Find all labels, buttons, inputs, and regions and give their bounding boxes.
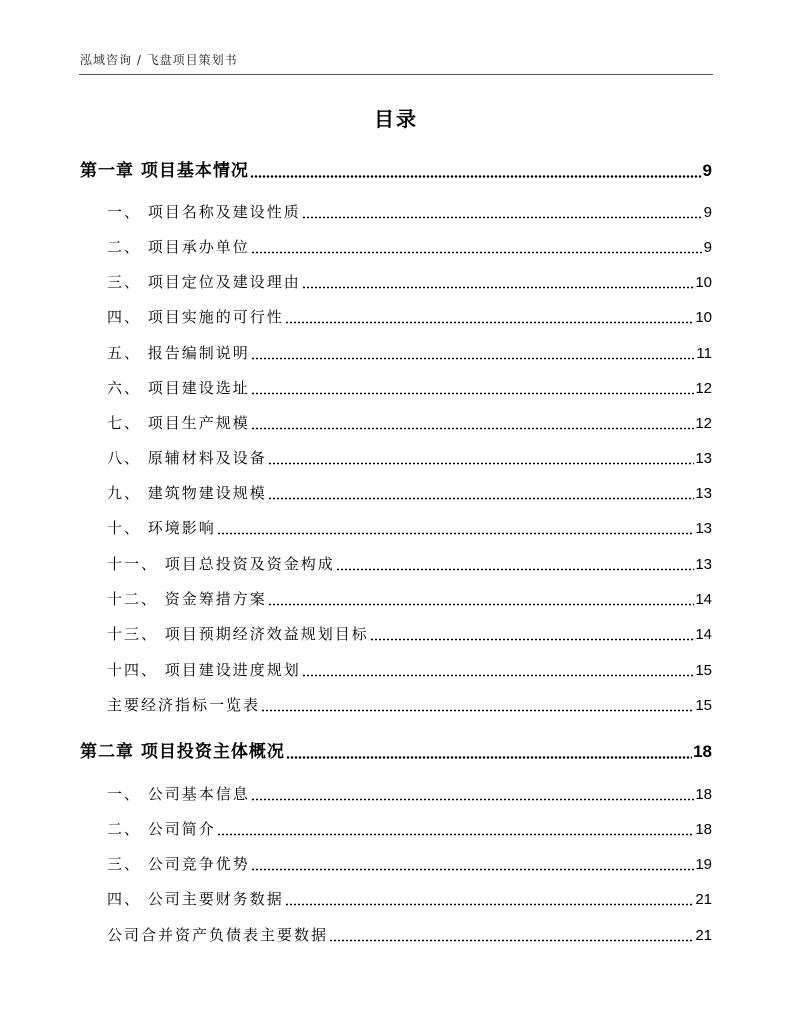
toc-entry-label: 四、 公司主要财务数据 bbox=[107, 890, 284, 908]
toc-page-number: 12 bbox=[695, 380, 712, 397]
toc-page-number: 9 bbox=[703, 204, 712, 221]
toc-section-entry[interactable] bbox=[107, 517, 712, 538]
toc-dot-leader bbox=[336, 561, 695, 571]
toc-section-entry[interactable] bbox=[107, 482, 712, 503]
toc-section-entry[interactable] bbox=[107, 818, 712, 839]
toc-entry-label: 第二章 项目投资主体概况 bbox=[80, 742, 285, 762]
toc-dot-leader bbox=[286, 749, 692, 759]
toc-dot-leader bbox=[329, 932, 694, 942]
toc-entry-label: 四、 项目实施的可行性 bbox=[107, 308, 284, 326]
toc-section-entry[interactable] bbox=[107, 306, 712, 327]
toc-section-entry[interactable] bbox=[107, 553, 712, 574]
toc-page-number: 10 bbox=[695, 309, 712, 326]
toc-dot-leader bbox=[268, 596, 695, 606]
toc-section-entry[interactable] bbox=[107, 342, 712, 363]
toc-section-entry[interactable] bbox=[107, 236, 712, 257]
toc-page-number: 11 bbox=[696, 345, 712, 362]
toc-dot-leader bbox=[251, 791, 695, 801]
toc-entry-label: 五、 报告编制说明 bbox=[107, 344, 250, 362]
toc-dot-leader bbox=[302, 667, 695, 677]
toc-section-entry[interactable] bbox=[107, 377, 712, 398]
toc-dot-leader bbox=[370, 631, 695, 641]
toc-dot-leader bbox=[285, 896, 695, 906]
toc-dot-leader bbox=[268, 455, 695, 465]
toc-dot-leader bbox=[251, 350, 696, 360]
toc-dot-leader bbox=[302, 209, 703, 219]
toc-page-number: 10 bbox=[695, 274, 712, 291]
toc-page-number: 12 bbox=[695, 415, 712, 432]
toc-page-number: 14 bbox=[695, 626, 712, 643]
toc-dot-leader bbox=[217, 525, 695, 535]
toc-dot-leader bbox=[251, 861, 695, 871]
toc-page-number: 15 bbox=[695, 697, 712, 714]
page-header: 泓域咨询 / 飞盘项目策划书 bbox=[80, 53, 238, 67]
toc-entry-label: 八、 原辅材料及设备 bbox=[107, 449, 267, 467]
header-divider bbox=[79, 74, 713, 75]
toc-page-number: 14 bbox=[695, 591, 712, 608]
toc-page-number: 13 bbox=[695, 450, 712, 467]
toc-dot-leader bbox=[217, 826, 695, 836]
toc-entry-label: 一、 项目名称及建设性质 bbox=[107, 203, 301, 221]
toc-entry-label: 十三、 项目预期经济效益规划目标 bbox=[107, 625, 369, 643]
toc-page-number: 19 bbox=[695, 856, 712, 873]
toc-section-entry[interactable] bbox=[107, 588, 712, 609]
toc-section-entry[interactable] bbox=[107, 853, 712, 874]
toc-title: 目录 bbox=[374, 107, 418, 131]
toc-entry-label: 十四、 项目建设进度规划 bbox=[107, 661, 301, 679]
toc-dot-leader bbox=[251, 244, 703, 254]
toc-entry-label: 九、 建筑物建设规模 bbox=[107, 484, 267, 502]
toc-page-number: 9 bbox=[703, 239, 712, 256]
toc-entry-label: 二、 公司简介 bbox=[107, 820, 216, 838]
toc-section-entry[interactable] bbox=[107, 659, 712, 680]
toc-section-entry[interactable] bbox=[107, 201, 712, 222]
toc-page-number: 13 bbox=[695, 556, 712, 573]
toc-page-number: 15 bbox=[695, 662, 712, 679]
toc-dot-leader bbox=[285, 314, 695, 324]
toc-dot-leader bbox=[302, 279, 695, 289]
toc-chapter-entry[interactable] bbox=[80, 156, 712, 181]
toc-entry-label: 十一、 项目总投资及资金构成 bbox=[107, 555, 335, 573]
toc-section-entry[interactable] bbox=[107, 924, 712, 945]
toc-page-number: 18 bbox=[695, 821, 712, 838]
toc-page-number: 18 bbox=[693, 742, 712, 761]
toc-dot-leader bbox=[268, 490, 695, 500]
toc-section-entry[interactable] bbox=[107, 447, 712, 468]
toc-section-entry[interactable] bbox=[107, 412, 712, 433]
toc-page-number: 21 bbox=[695, 927, 712, 944]
toc-entry-label: 三、 公司竞争优势 bbox=[107, 855, 250, 873]
toc-dot-leader bbox=[251, 385, 695, 395]
toc-page-number: 13 bbox=[695, 485, 712, 502]
toc-section-entry[interactable] bbox=[107, 888, 712, 909]
toc-entry-label: 六、 项目建设选址 bbox=[107, 379, 250, 397]
toc-section-entry[interactable] bbox=[107, 694, 712, 715]
toc-entry-label: 二、 项目承办单位 bbox=[107, 238, 250, 256]
toc-entry-label: 七、 项目生产规模 bbox=[107, 414, 250, 432]
toc-dot-leader bbox=[250, 168, 702, 178]
toc-chapter-entry[interactable] bbox=[80, 737, 712, 762]
toc-entry-label: 第一章 项目基本情况 bbox=[80, 161, 249, 181]
toc-page-number: 13 bbox=[695, 520, 712, 537]
toc-entry-label: 公司合并资产负债表主要数据 bbox=[107, 926, 329, 944]
toc-page-number: 18 bbox=[695, 786, 712, 803]
toc-section-entry[interactable] bbox=[107, 623, 712, 644]
toc-section-entry[interactable] bbox=[107, 271, 712, 292]
toc-entry-label: 主要经济指标一览表 bbox=[107, 696, 261, 714]
toc-page-number: 21 bbox=[695, 891, 712, 908]
toc-entry-label: 十、 环境影响 bbox=[107, 519, 216, 537]
toc-section-entry[interactable] bbox=[107, 783, 712, 804]
toc-entry-label: 一、 公司基本信息 bbox=[107, 785, 250, 803]
toc-page-number: 9 bbox=[702, 161, 712, 180]
toc-entry-label: 十二、 资金筹措方案 bbox=[107, 590, 267, 608]
toc-dot-leader bbox=[251, 420, 695, 430]
toc-entry-label: 三、 项目定位及建设理由 bbox=[107, 273, 301, 291]
toc-dot-leader bbox=[261, 702, 694, 712]
